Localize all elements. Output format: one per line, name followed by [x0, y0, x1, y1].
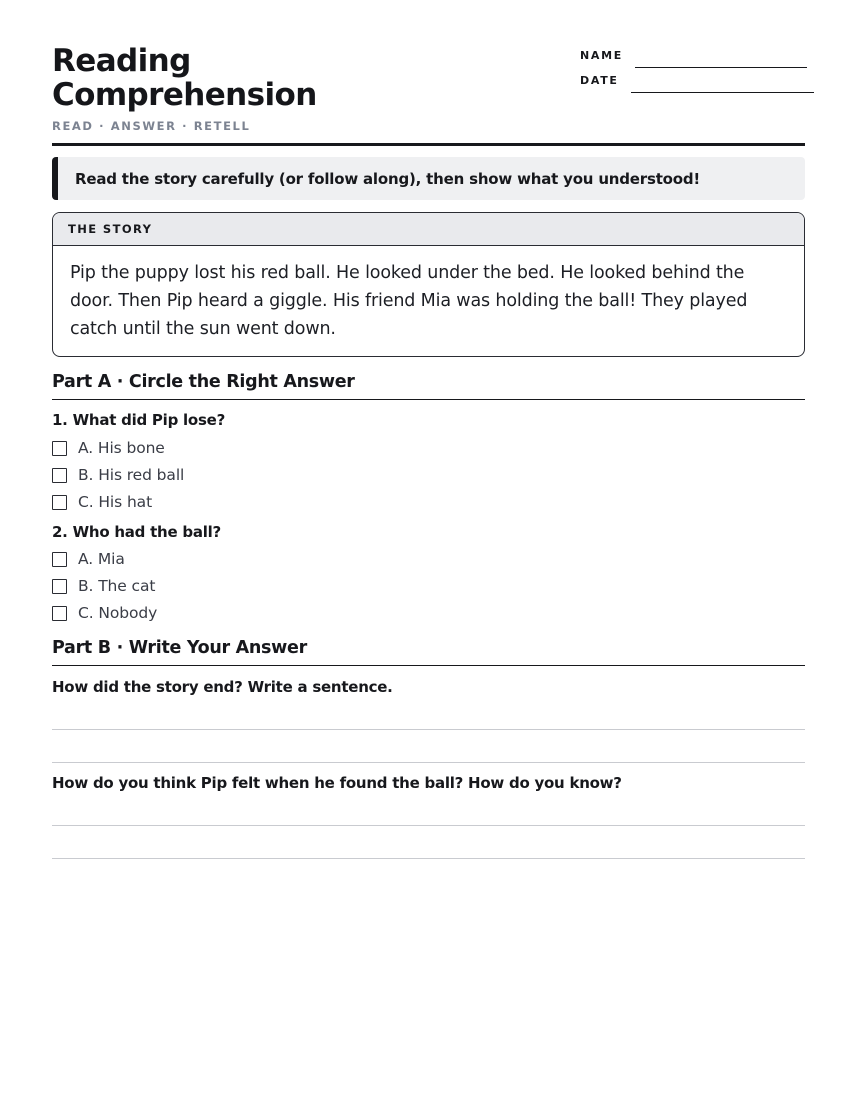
- option-label: B. His red ball: [78, 466, 185, 484]
- option-label: A. His bone: [78, 439, 165, 457]
- date-field: [580, 74, 814, 87]
- write-prompt-1: How did the story end? Write a sentence.: [52, 678, 393, 696]
- story-header: [53, 213, 804, 246]
- answer-option[interactable]: [52, 604, 157, 622]
- story-text: Pip the puppy lost his red ball. He looked under the bed. He looked behind the door. Then Pip heard a giggle. His friend Mia was holding the ball! They played catch until the sun went down.: [70, 263, 748, 339]
- name-write-line[interactable]: [635, 67, 807, 68]
- worksheet-page: [52, 0, 805, 792]
- answer-write-line[interactable]: [52, 825, 805, 826]
- option-label: C. His hat: [78, 493, 153, 511]
- worksheet-header: [52, 0, 805, 146]
- story-box: [52, 212, 805, 357]
- page-subtitle: READ · ANSWER · RETELL: [52, 119, 251, 133]
- date-label: DATE: [580, 74, 619, 87]
- answer-write-line[interactable]: [52, 729, 805, 730]
- checkbox[interactable]: [52, 495, 67, 510]
- title-line-2: Comprehension: [52, 77, 317, 113]
- checkbox[interactable]: [52, 552, 67, 567]
- checkbox[interactable]: [52, 441, 67, 456]
- answer-write-line[interactable]: [52, 762, 805, 763]
- option-label: C. Nobody: [78, 604, 158, 622]
- question-2: 2. Who had the ball?: [52, 523, 221, 541]
- instruction-text: Read the story carefully (or follow along), then show what you understood!: [75, 169, 701, 188]
- option-label: A. Mia: [78, 550, 125, 568]
- answer-option[interactable]: [52, 439, 165, 457]
- instruction-banner: [52, 157, 805, 200]
- question-1: 1. What did Pip lose?: [52, 411, 226, 429]
- answer-write-line[interactable]: [52, 858, 805, 859]
- part-a-heading: Part A · Circle the Right Answer: [52, 371, 805, 400]
- page-title: [52, 44, 317, 112]
- checkbox[interactable]: [52, 579, 67, 594]
- title-line-1: Reading: [52, 43, 191, 79]
- write-prompt-2: How do you think Pip felt when he found the ball? How do you know?: [52, 774, 622, 792]
- name-field: [580, 49, 807, 62]
- checkbox[interactable]: [52, 468, 67, 483]
- answer-option[interactable]: [52, 550, 125, 568]
- answer-option[interactable]: [52, 577, 155, 595]
- part-b-heading: Part B · Write Your Answer: [52, 637, 805, 666]
- checkbox[interactable]: [52, 606, 67, 621]
- answer-option[interactable]: [52, 493, 152, 511]
- name-label: NAME: [580, 49, 623, 62]
- answer-option[interactable]: [52, 466, 184, 484]
- option-label: B. The cat: [78, 577, 156, 595]
- date-write-line[interactable]: [631, 92, 814, 93]
- story-heading: THE STORY: [68, 222, 153, 236]
